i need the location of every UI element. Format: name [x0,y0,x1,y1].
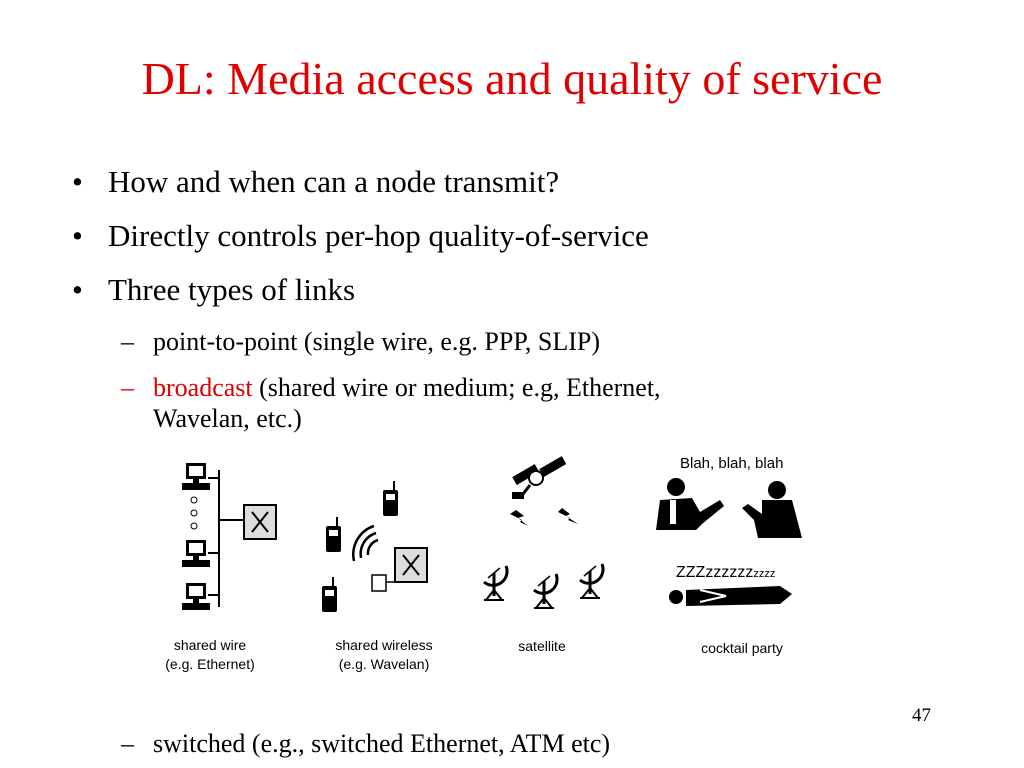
cell-phone-icon [322,577,337,612]
slide-title: DL: Media access and quality of service [141,53,883,104]
cocktail-party-caption: cocktail party [701,640,783,656]
caption-line: shared wire [173,637,247,653]
bullet-marker: • [72,164,83,199]
satellite-diagram [484,456,603,608]
satellite-dish-icon [580,564,603,598]
bullet-marker: • [72,272,83,307]
dash-marker: – [121,327,134,356]
sleep-text-large: ZZZzzzzzz [676,564,754,581]
cell-phone-icon [383,481,398,516]
lightning-bolt-icon [558,508,578,524]
person-icon [742,481,802,538]
cell-phone-icon [326,517,341,552]
person-icon [656,478,724,530]
satellite-dish-icon [484,566,507,600]
satellite-icon [512,456,566,499]
page-number: 47 [912,705,931,726]
ellipsis-dot [191,523,197,529]
satellite-caption: satellite [518,638,566,654]
sleeping-person-icon [669,586,792,606]
broadcast-keyword: broadcast [153,373,253,402]
cocktail-party-diagram [656,478,802,606]
shared-wire-diagram [182,463,276,610]
bullet-marker: • [72,218,83,253]
sleep-text-small: zzzz [753,568,776,580]
speech-text: Blah, blah, blah [680,455,784,472]
dash-marker: – [121,729,134,758]
ellipsis-dot [191,497,197,503]
shared-wireless-caption [316,636,452,674]
computer-icon [182,540,210,567]
wireless-signal-icon [368,540,378,555]
subitem-text-continued: Wavelan, etc.) [153,404,302,433]
satellite-dish-icon [534,574,557,608]
bullet-text: Three types of links [108,272,356,307]
ellipsis-dot [191,510,197,516]
bullet-text: Directly controls per-hop quality-of-service [108,218,649,253]
subitem-text: switched (e.g., switched Ethernet, ATM etc) [153,729,611,758]
computer-icon [182,583,210,610]
caption-line: shared wireless [335,637,433,653]
caption-line: (e.g. Wavelan) [338,656,430,672]
computer-icon [182,463,210,490]
bullet-text: How and when can a node transmit? [108,164,560,199]
dash-marker: – [121,373,134,402]
sleep-text [676,563,775,584]
access-point-icon [372,575,386,591]
caption-line: (e.g. Ethernet) [165,656,255,672]
subitem-text: (shared wire or medium; e.g, Ethernet, [252,373,661,402]
lightning-bolt-icon [510,510,528,526]
shared-wire-caption [150,636,270,674]
shared-wireless-diagram [322,481,427,612]
subitem-text: point-to-point (single wire, e.g. PPP, SLIP) [153,327,601,356]
